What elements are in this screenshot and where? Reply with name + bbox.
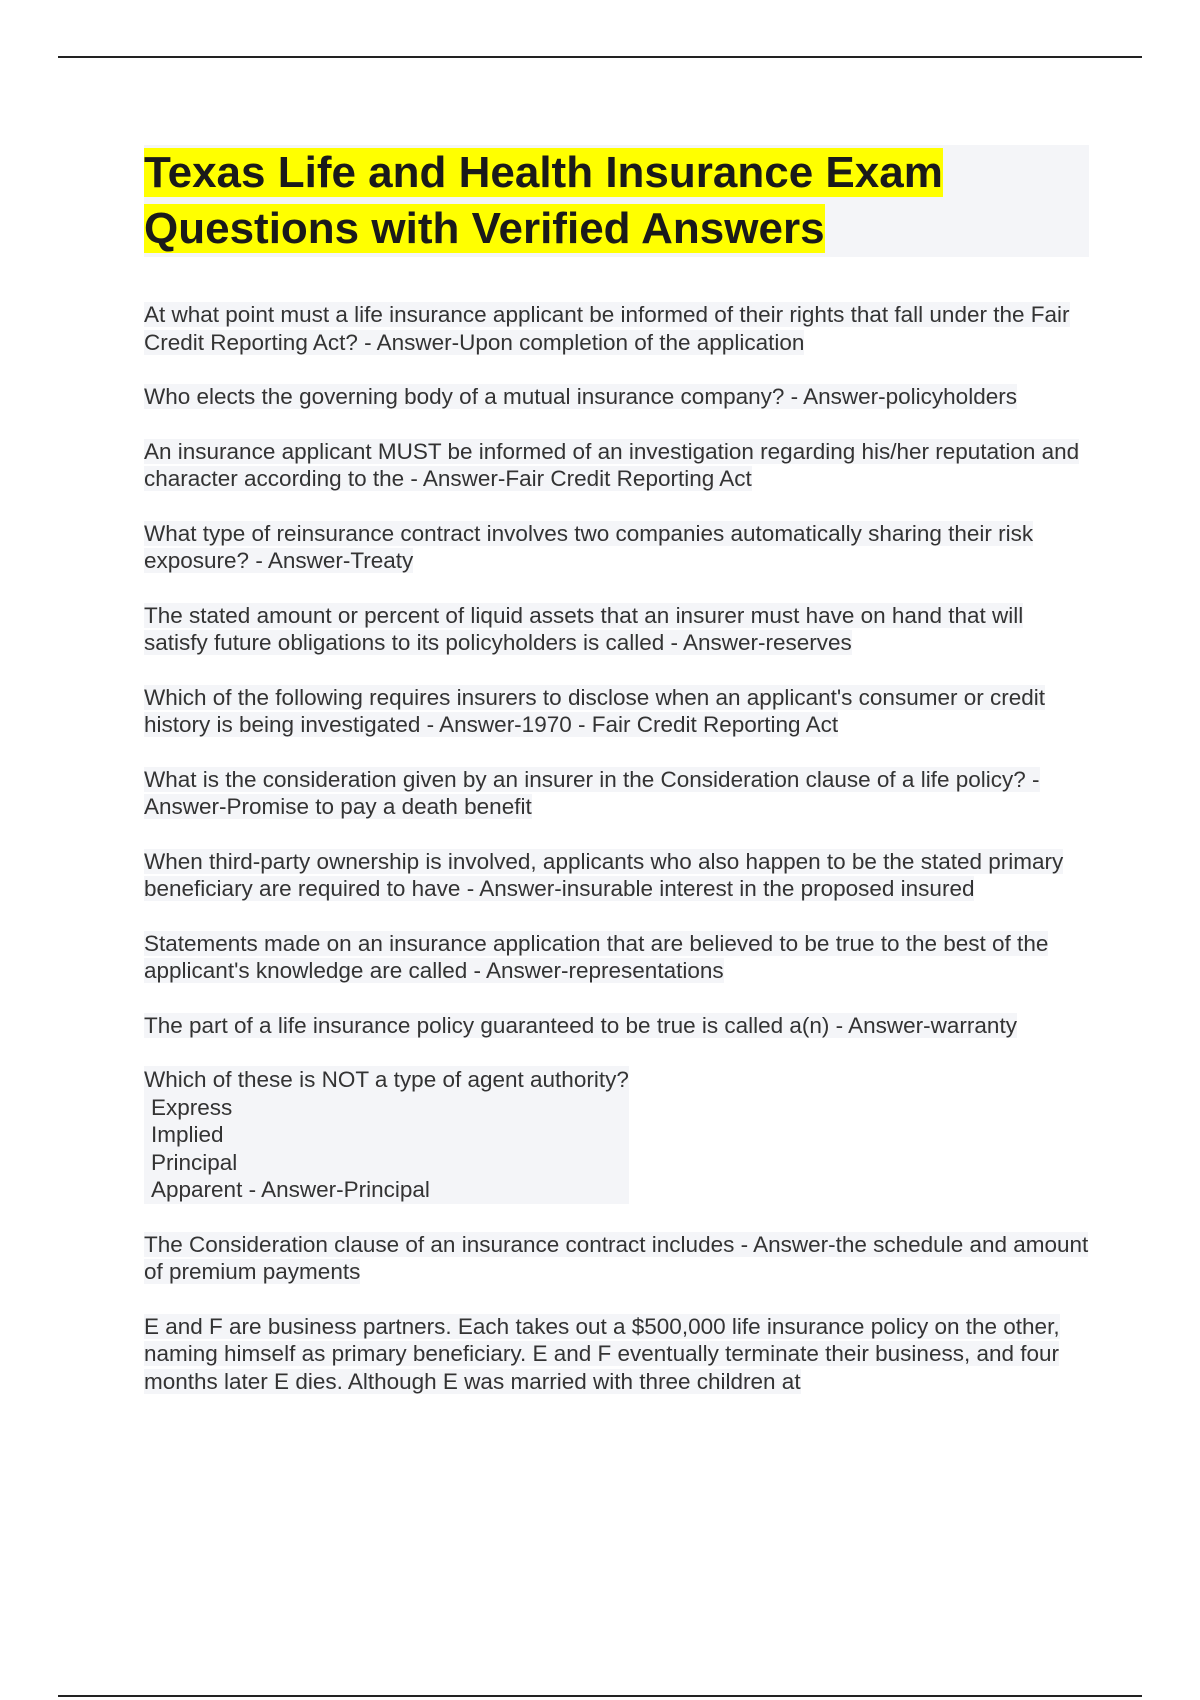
qa-item: An insurance applicant MUST be informed of an investigation regarding his/her reputation and character according to the - Answer-Fair Credit Reporting Act [144,438,1080,491]
qa-item: E and F are business partners. Each takes out a $500,000 life insurance policy on the other, naming himself as primary beneficiary. E and F eventually terminate their business, and four months later E dies. Although E was married with three children at [144,1313,1060,1394]
qa-item: The stated amount or percent of liquid assets that an insurer must have on hand that will satisfy future obligations to its policyholders is called - Answer-reserves [144,602,1024,655]
qa-item: What type of reinsurance contract involves two companies automatically sharing their risk exposure? - Answer-Treaty [144,520,1034,573]
qa-item: Statements made on an insurance application that are believed to be true to the best of the applicant's knowledge are called - Answer-representations [144,930,1049,983]
option-express: Express [151,1094,233,1120]
qa-item: Which of the following requires insurers to disclose when an applicant's consumer or credit history is being investigated - Answer-1970 - Fair Credit Reporting Act [144,684,1045,737]
qa-item: When third-party ownership is involved, applicants who also happen to be the stated primary beneficiary are required to have - Answer-insurable interest in the proposed insured [144,848,1064,901]
title-block [144,145,1089,257]
qa-item: The part of a life insurance policy guaranteed to be true is called a(n) - Answer-warranty [144,1012,1017,1038]
question-text: Which of these is NOT a type of agent authority? [144,1067,629,1092]
bottom-rule [58,1695,1142,1697]
top-rule [58,56,1142,58]
qa-item: What is the consideration given by an insurer in the Consideration clause of a life policy? - Answer-Promise to pay a death benefit [144,766,1040,819]
document-title: Texas Life and Health Insurance Exam Questions with Verified Answers [144,148,943,253]
document-body [144,145,1089,1422]
qa-item: Who elects the governing body of a mutual insurance company? - Answer-policyholders [144,384,1017,409]
option-apparent-answer: Apparent - Answer-Principal [151,1177,430,1202]
qa-item: At what point must a life insurance applicant be informed of their rights that fall under the Fair Credit Reporting Act? - Answer-Upon completion of the application [144,302,1070,355]
option-principal: Principal [151,1149,238,1175]
agent-authority-question [144,1066,1089,1204]
qa-item: The Consideration clause of an insurance contract includes - Answer-the schedule and amount of premium payments [144,1231,1089,1284]
option-implied: Implied [151,1122,224,1147]
question-with-options [144,1066,629,1204]
